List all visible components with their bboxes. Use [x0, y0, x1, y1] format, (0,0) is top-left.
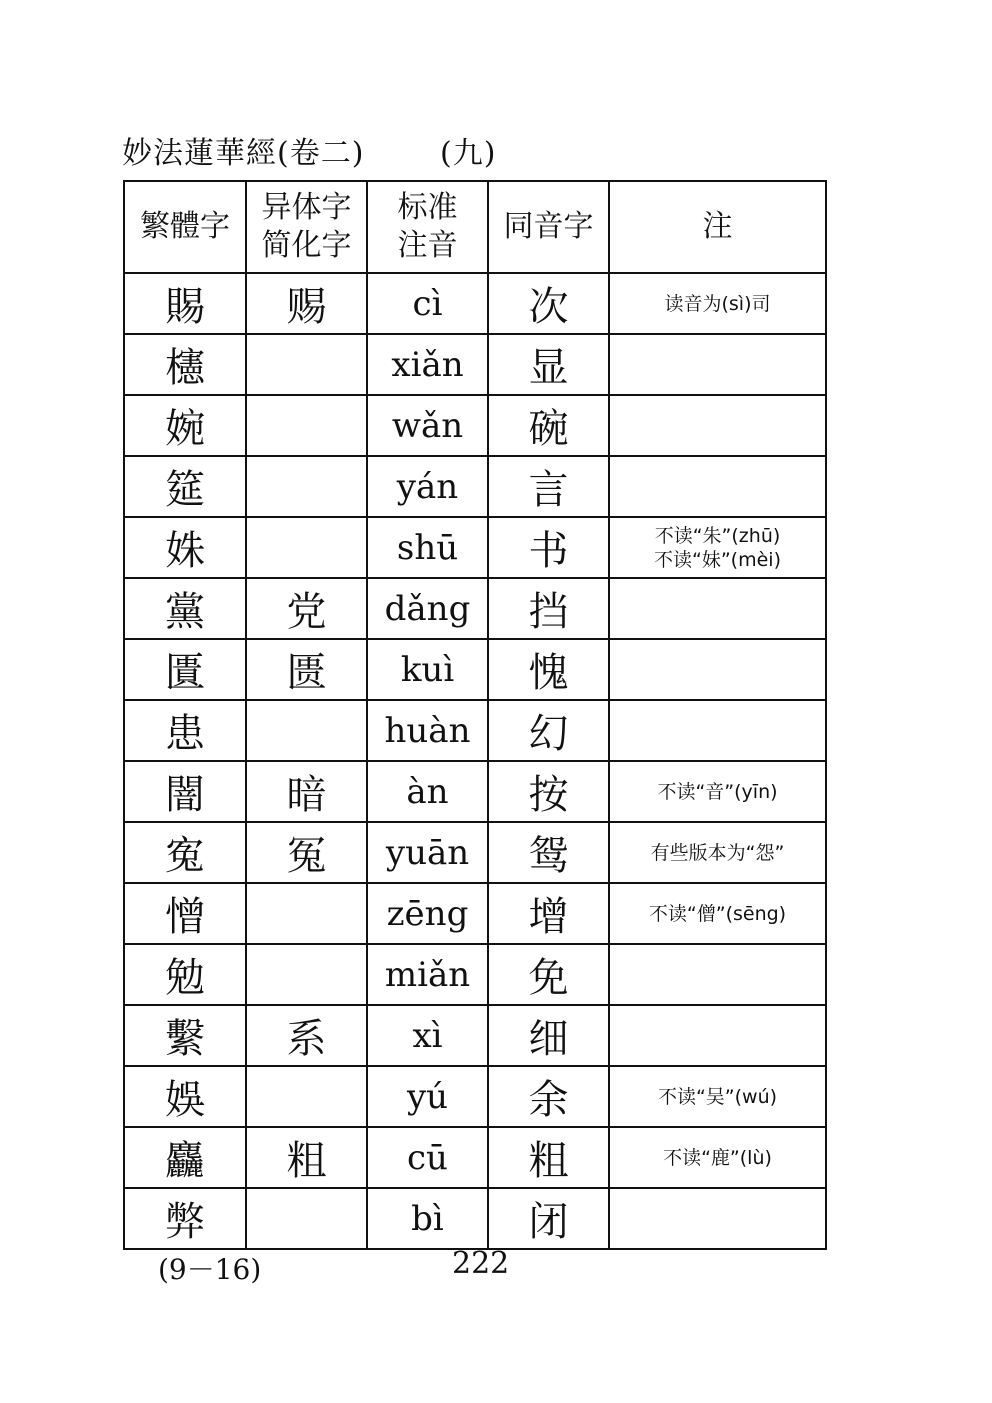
- note: [609, 1005, 826, 1066]
- table-row: [124, 700, 826, 761]
- pinyin: cū: [367, 1127, 488, 1188]
- pinyin: cì: [367, 273, 488, 334]
- variant-simplified-char: 冤: [246, 822, 367, 883]
- table-row: [124, 456, 826, 517]
- traditional-char: 賜: [124, 273, 246, 334]
- volume-code: (9－16): [158, 1253, 262, 1286]
- traditional-char: 娛: [124, 1066, 246, 1127]
- homophone-char: 碗: [488, 395, 609, 456]
- table-row: [124, 822, 826, 883]
- variant-simplified-char: [246, 456, 367, 517]
- variant-simplified-char: 暗: [246, 761, 367, 822]
- traditional-char: 勉: [124, 944, 246, 1005]
- pinyin: shū: [367, 517, 488, 578]
- pinyin: yán: [367, 456, 488, 517]
- homophone-char: 幻: [488, 700, 609, 761]
- table-header-row: [124, 181, 826, 273]
- note: [609, 700, 826, 761]
- variant-simplified-char: [246, 883, 367, 944]
- table-row: [124, 883, 826, 944]
- table-row: [124, 1066, 826, 1127]
- table-row: [124, 334, 826, 395]
- traditional-char: 婉: [124, 395, 246, 456]
- note: [609, 944, 826, 1005]
- table-row: [124, 944, 826, 1005]
- note: 读音为(sì)司: [609, 273, 826, 334]
- traditional-char: 闇: [124, 761, 246, 822]
- table-row: [124, 273, 826, 334]
- column-header-variant-simplified: 异体字 简化字: [246, 181, 367, 273]
- homophone-char: 增: [488, 883, 609, 944]
- homophone-char: 次: [488, 273, 609, 334]
- variant-simplified-char: [246, 944, 367, 1005]
- column-header-traditional: 繁體字: [124, 181, 246, 273]
- variant-simplified-char: 赐: [246, 273, 367, 334]
- pinyin: xiǎn: [367, 334, 488, 395]
- traditional-char: 姝: [124, 517, 246, 578]
- homophone-char: 愧: [488, 639, 609, 700]
- note: 不读“吴”(wú): [609, 1066, 826, 1127]
- page-header: [122, 128, 497, 172]
- table-row: [124, 639, 826, 700]
- homophone-char: 显: [488, 334, 609, 395]
- pinyin: yú: [367, 1066, 488, 1127]
- pinyin: huàn: [367, 700, 488, 761]
- variant-simplified-char: [246, 517, 367, 578]
- homophone-char: 书: [488, 517, 609, 578]
- variant-simplified-char: 党: [246, 578, 367, 639]
- traditional-char: 患: [124, 700, 246, 761]
- note: [609, 334, 826, 395]
- note: [609, 395, 826, 456]
- pinyin: kuì: [367, 639, 488, 700]
- pinyin: zēng: [367, 883, 488, 944]
- note: [609, 639, 826, 700]
- book-title: 妙法蓮華經(卷二): [122, 136, 365, 171]
- note: 不读“僧”(sēng): [609, 883, 826, 944]
- traditional-char: 繫: [124, 1005, 246, 1066]
- table-row: [124, 1005, 826, 1066]
- note: [609, 1188, 826, 1249]
- variant-simplified-char: 系: [246, 1005, 367, 1066]
- traditional-char: 櫶: [124, 334, 246, 395]
- homophone-char: 余: [488, 1066, 609, 1127]
- note: 有些版本为“怨”: [609, 822, 826, 883]
- traditional-char: 弊: [124, 1188, 246, 1249]
- pinyin: àn: [367, 761, 488, 822]
- pinyin: wǎn: [367, 395, 488, 456]
- homophone-char: 闭: [488, 1188, 609, 1249]
- pinyin: dǎng: [367, 578, 488, 639]
- variant-simplified-char: 粗: [246, 1127, 367, 1188]
- table-row: [124, 1188, 826, 1249]
- column-header-homophone: 同音字: [488, 181, 609, 273]
- note: 不读“音”(yīn): [609, 761, 826, 822]
- column-header-note: 注: [609, 181, 826, 273]
- pinyin: miǎn: [367, 944, 488, 1005]
- variant-simplified-char: [246, 1188, 367, 1249]
- note: [609, 456, 826, 517]
- variant-simplified-char: [246, 334, 367, 395]
- pinyin: yuān: [367, 822, 488, 883]
- pinyin: xì: [367, 1005, 488, 1066]
- page-number: 222: [452, 1246, 510, 1281]
- character-table: [123, 180, 827, 1250]
- traditional-char: 匱: [124, 639, 246, 700]
- homophone-char: 免: [488, 944, 609, 1005]
- homophone-char: 粗: [488, 1127, 609, 1188]
- variant-simplified-char: [246, 700, 367, 761]
- homophone-char: 细: [488, 1005, 609, 1066]
- traditional-char: 憎: [124, 883, 246, 944]
- note: 不读“鹿”(lù): [609, 1127, 826, 1188]
- column-header-pinyin: 标准 注音: [367, 181, 488, 273]
- pinyin: bì: [367, 1188, 488, 1249]
- homophone-char: 挡: [488, 578, 609, 639]
- table-row: [124, 578, 826, 639]
- note: 不读“朱”(zhū) 不读“妹”(mèi): [609, 517, 826, 578]
- note: [609, 578, 826, 639]
- variant-simplified-char: [246, 1066, 367, 1127]
- traditional-char: 黨: [124, 578, 246, 639]
- table-row: [124, 395, 826, 456]
- table-row: [124, 517, 826, 578]
- variant-simplified-char: 匮: [246, 639, 367, 700]
- homophone-char: 言: [488, 456, 609, 517]
- traditional-char: 筵: [124, 456, 246, 517]
- table-row: [124, 761, 826, 822]
- homophone-char: 鸳: [488, 822, 609, 883]
- traditional-char: 麤: [124, 1127, 246, 1188]
- traditional-char: 寃: [124, 822, 246, 883]
- variant-simplified-char: [246, 395, 367, 456]
- homophone-char: 按: [488, 761, 609, 822]
- section-number: (九): [440, 136, 497, 171]
- table-row: [124, 1127, 826, 1188]
